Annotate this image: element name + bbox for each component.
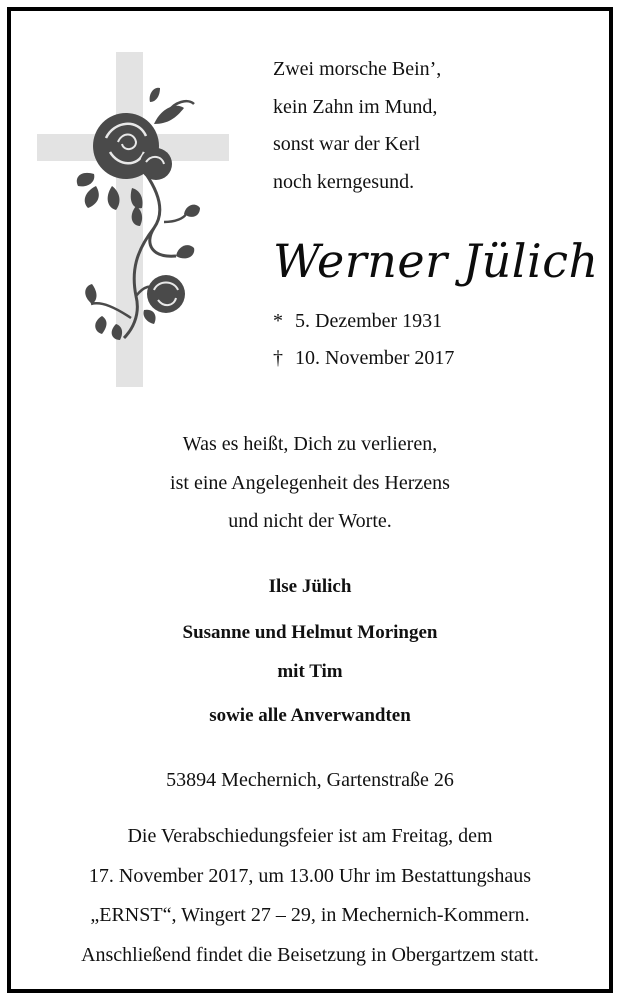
birth-symbol: * [273, 310, 283, 332]
birth-date: 5. Dezember 1931 [295, 310, 443, 332]
poem-line: sonst war der Kerl [273, 133, 421, 155]
poem [273, 51, 441, 201]
poem-line: kein Zahn im Mund, [273, 95, 438, 118]
quote-line: Was es heißt, Dich zu verlieren, [182, 433, 438, 455]
death-date-row [273, 340, 454, 377]
mourner-line: Ilse Jülich [268, 576, 352, 597]
birth-date-row [273, 303, 454, 340]
mourner-line: Susanne und Helmut Moringen [182, 622, 438, 643]
death-symbol: † [273, 347, 283, 369]
quote-line: ist eine Angelegenheit des Herzens [170, 471, 450, 494]
poem-line: noch kerngesund. [273, 170, 415, 193]
funeral-line: Anschließend findet die Beisetzung in Obergartzem statt. [81, 943, 539, 966]
poem-line: Zwei morsche Bein’, [273, 58, 442, 80]
mourners [11, 569, 609, 734]
address: 53894 Mechernich, Gartenstraße 26 [166, 769, 454, 791]
quote [11, 425, 609, 541]
obituary-frame [7, 7, 613, 993]
mourner-line: mit Tim [277, 661, 343, 682]
funeral-info [11, 817, 609, 975]
funeral-line: 17. November 2017, um 13.00 Uhr im Bestattungshaus [88, 864, 532, 887]
funeral-line: „ERNST“, Wingert 27 – 29, in Mechernich-Kommern. [90, 904, 530, 926]
life-dates [273, 303, 454, 377]
death-date: 10. November 2017 [295, 347, 455, 369]
funeral-line: Die Verabschiedungsfeier ist am Freitag, dem [127, 825, 493, 847]
quote-line: und nicht der Worte. [228, 510, 392, 532]
mourner-line: sowie alle Anverwandten [209, 705, 411, 726]
cross-with-roses-icon [36, 46, 236, 391]
deceased-name: Werner Jülich [273, 234, 599, 288]
